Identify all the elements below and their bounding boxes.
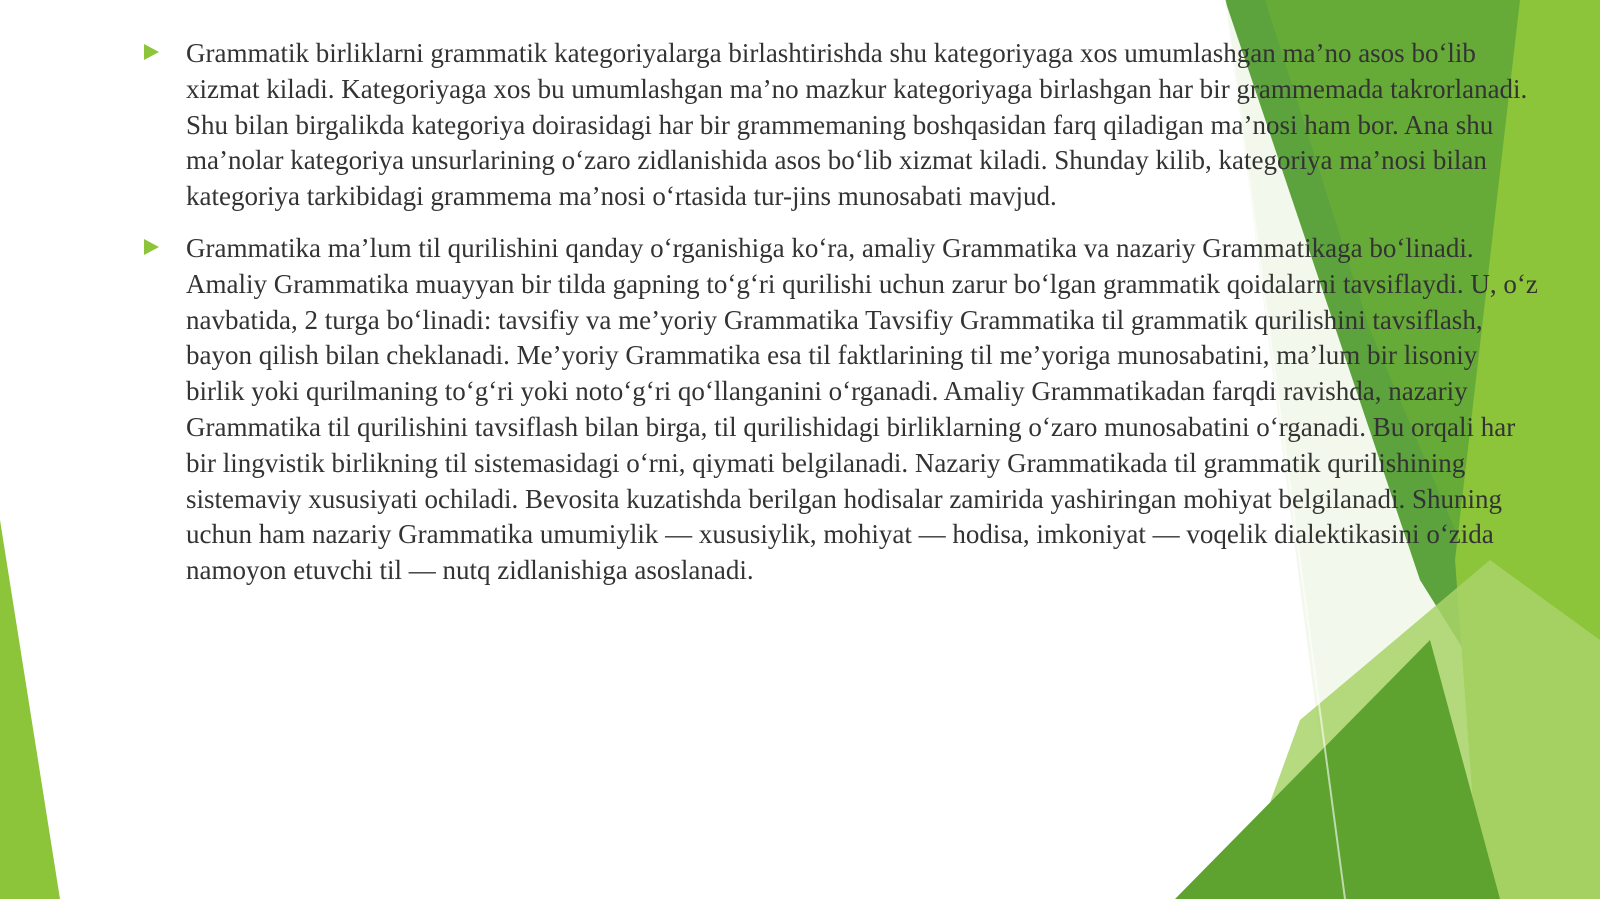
bullet-text: Grammatika ma’lum til qurilishini qanday o‘rganishiga ko‘ra, amaliy Grammatika va nazariy Grammatikaga bo‘linadi. Amaliy Grammatika muayyan bir tilda gapning to‘g‘ri qurilishi uchun zarur bo‘lgan grammatik qoidalarni tavsiflaydi. U, o‘z navbatida, 2 turga bo‘linadi: tavsifiy va me’yoriy Grammatika Tavsifiy Grammatika til grammatik qurilishini tavsiflash, bayon qilish bilan cheklanadi. Me’yoriy Grammatika esa til faktlarining til me’yoriga munosabatini, ma’lum bir lisoniy birlik yoki qurilmaning to‘g‘ri yoki noto‘g‘ri qo‘llanganini o‘rganadi. Amaliy Grammatikadan farqdi ravishda, nazariy Grammatika til qurilishini tavsiflash bilan birga, til qurilishidagi birliklarning o‘zaro munosabatini o‘rganadi. Bu orqali har bir lingvistik birlikning til sistemasidagi o‘rni, qiymati belgilanadi. Nazariy Grammatikada til grammatik qurilishining sistemaviy xususiyati ochiladi. Bevosita kuzatishda berilgan hodisalar zamirida yashiringan mohiyat belgilanadi. Shuning uchun ham nazariy Grammatika umumiylik — xususiylik, mohiyat — hodisa, imkoniyat — voqelik dialektikasini o‘zida namoyon etuvchi til — nutq zidlanishiga asoslanadi. <box>186 232 1538 586</box>
bullet-text: Grammatik birliklarni grammatik kategoriyalarga birlashtirishda shu kategoriyaga xos umumlashgan ma’no asos bo‘lib xizmat kiladi. Kategoriyaga xos bu umumlashgan ma’no mazkur kategoriyaga birlashgan har bir grammemada takrorlanadi. Shu bilan birgalikda kategoriya doirasidagi har bir grammemaning boshqasidan farq qiladigan ma’nosi ham bor. Ana shu ma’nolar kategoriya unsurlarining o‘zaro zidlanishida asos bo‘lib xizmat kiladi. Shunday kilib, kategoriya ma’nosi bilan kategoriya tarkibidagi grammema ma’nosi o‘rtasida tur-jins munosabati mavjud. <box>186 38 1528 212</box>
triangle-right-icon <box>144 44 159 60</box>
left-green-wedge <box>0 520 60 899</box>
bullet-item <box>140 36 1540 215</box>
slide-content <box>140 36 1540 605</box>
bullet-item <box>140 231 1540 589</box>
triangle-right-icon <box>144 239 159 255</box>
